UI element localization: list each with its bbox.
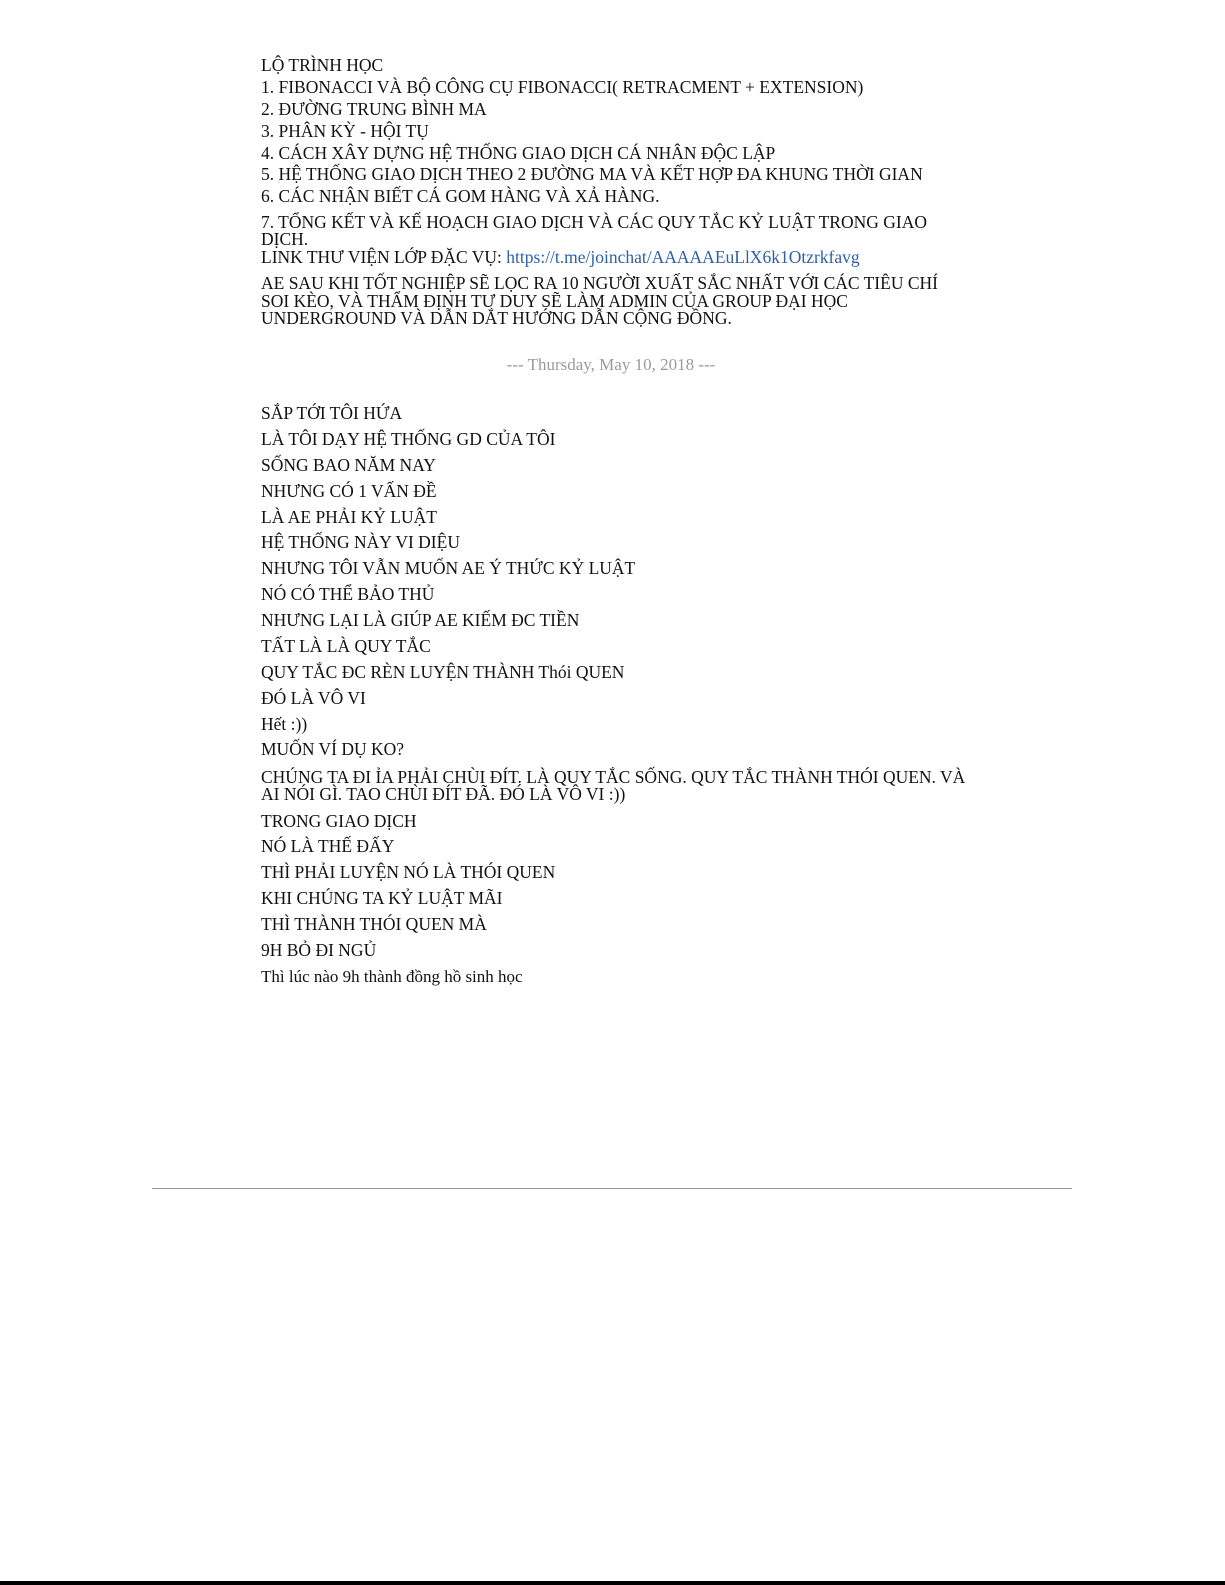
outline-item-3: 3. PHÂN KỲ - HỘI TỤ bbox=[261, 120, 429, 141]
library-label: LINK THƯ VIỆN LỚP ĐẶC VỤ: bbox=[261, 247, 507, 268]
message-line: TRONG GIAO DỊCH bbox=[261, 810, 417, 831]
library-link[interactable]: https://t.me/joinchat/AAAAAEuLlX6k1Otzrkfavg bbox=[506, 247, 860, 268]
date-separator: --- Thursday, May 10, 2018 --- bbox=[506, 354, 716, 374]
message-line: NÓ LÀ THẾ ĐẤY bbox=[261, 836, 395, 857]
message-line: LÀ TÔI DẠY HỆ THỐNG GD CỦA TÔI bbox=[261, 428, 556, 449]
outline-item-4: 4. CÁCH XÂY DỰNG HỆ THỐNG GIAO DỊCH CÁ NHÂN ĐỘC LẬP bbox=[261, 142, 776, 163]
course-outline bbox=[261, 55, 966, 208]
message-line: SỐNG BAO NĂM NAY bbox=[261, 454, 436, 475]
course-title: LỘ TRÌNH HỌC bbox=[261, 55, 384, 75]
outline-item-7: 7. TỔNG KẾT VÀ KẾ HOẠCH GIAO DỊCH VÀ CÁC QUY TẮC KỶ LUẬT TRONG GIAO DỊCH. bbox=[261, 212, 927, 249]
message-line: TẤT LÀ LÀ QUY TẮC bbox=[261, 635, 431, 656]
message-line: ĐÓ LÀ VÔ VI bbox=[261, 687, 366, 708]
message-line: THÌ PHẢI LUYỆN NÓ LÀ THÓI QUEN bbox=[261, 862, 556, 883]
message-line: 9H BỎ ĐI NGỦ bbox=[261, 939, 377, 960]
message-line: NHƯNG CÓ 1 VẤN ĐỀ bbox=[261, 480, 437, 501]
message-line: HỆ THỐNG NÀY VI DIỆU bbox=[261, 532, 460, 553]
message-list bbox=[261, 403, 966, 987]
library-line bbox=[261, 247, 966, 269]
outline-item-1: 1. FIBONACCI VÀ BỘ CÔNG CỤ FIBONACCI( RETRACMENT + EXTENSION) bbox=[261, 76, 864, 97]
page-bottom-edge bbox=[0, 1581, 1225, 1585]
page-content bbox=[261, 55, 966, 991]
message-line: NÓ CÓ THỂ BẢO THỦ bbox=[261, 584, 435, 605]
message-line: NHƯNG TÔI VẪN MUỐN AE Ý THỨC KỶ LUẬT bbox=[261, 558, 636, 579]
long-message: CHÚNG TA ĐI ỈA PHẢI CHÙI ĐÍT. LÀ QUY TẮC SỐNG. QUY TẮC THÀNH THÓI QUEN. VÀ AI NÓI GÌ. TAO CHÙI ĐÍT ĐÃ. ĐÓ LÀ VÔ VI :)) bbox=[261, 767, 966, 804]
message-line: SẮP TỚI TÔI HỨA bbox=[261, 403, 403, 423]
outline-item-5: 5. HỆ THỐNG GIAO DỊCH THEO 2 ĐƯỜNG MA VÀ KẾT HỢP ĐA KHUNG THỜI GIAN bbox=[261, 164, 923, 185]
message-line: LÀ AE PHẢI KỶ LUẬT bbox=[261, 506, 437, 527]
page-divider bbox=[152, 1188, 1072, 1189]
message-line: Thì lúc nào 9h thành đồng hồ sinh học bbox=[261, 966, 523, 986]
message-line: Hết :)) bbox=[261, 713, 308, 734]
message-line: MUỐN VÍ DỤ KO? bbox=[261, 739, 405, 760]
message-line: THÌ THÀNH THÓI QUEN MÀ bbox=[261, 914, 487, 934]
message-line: QUY TẮC ĐC RÈN LUYỆN THÀNH Thói QUEN bbox=[261, 661, 625, 682]
outline-item-2: 2. ĐƯỜNG TRUNG BÌNH MA bbox=[261, 98, 487, 119]
message-line: NHƯNG LẠI LÀ GIÚP AE KIẾM ĐC TIỀN bbox=[261, 610, 580, 630]
outline-item-6: 6. CÁC NHẬN BIẾT CÁ GOM HÀNG VÀ XẢ HÀNG. bbox=[261, 186, 660, 207]
graduation-note: AE SAU KHI TỐT NGHIỆP SẼ LỌC RA 10 NGƯỜI XUẤT SẮC NHẤT VỚI CÁC TIÊU CHÍ SOI KÈO, VÀ THẨM ĐỊNH TƯ DUY SẼ LÀM ADMIN CỦA GROUP ĐẠI HỌC UNDERGROUND VÀ DẪN DẮT HƯỚNG DẪN CỘNG ĐỒNG. bbox=[261, 273, 938, 329]
message-line: KHI CHÚNG TA KỶ LUẬT MÃI bbox=[261, 888, 503, 909]
